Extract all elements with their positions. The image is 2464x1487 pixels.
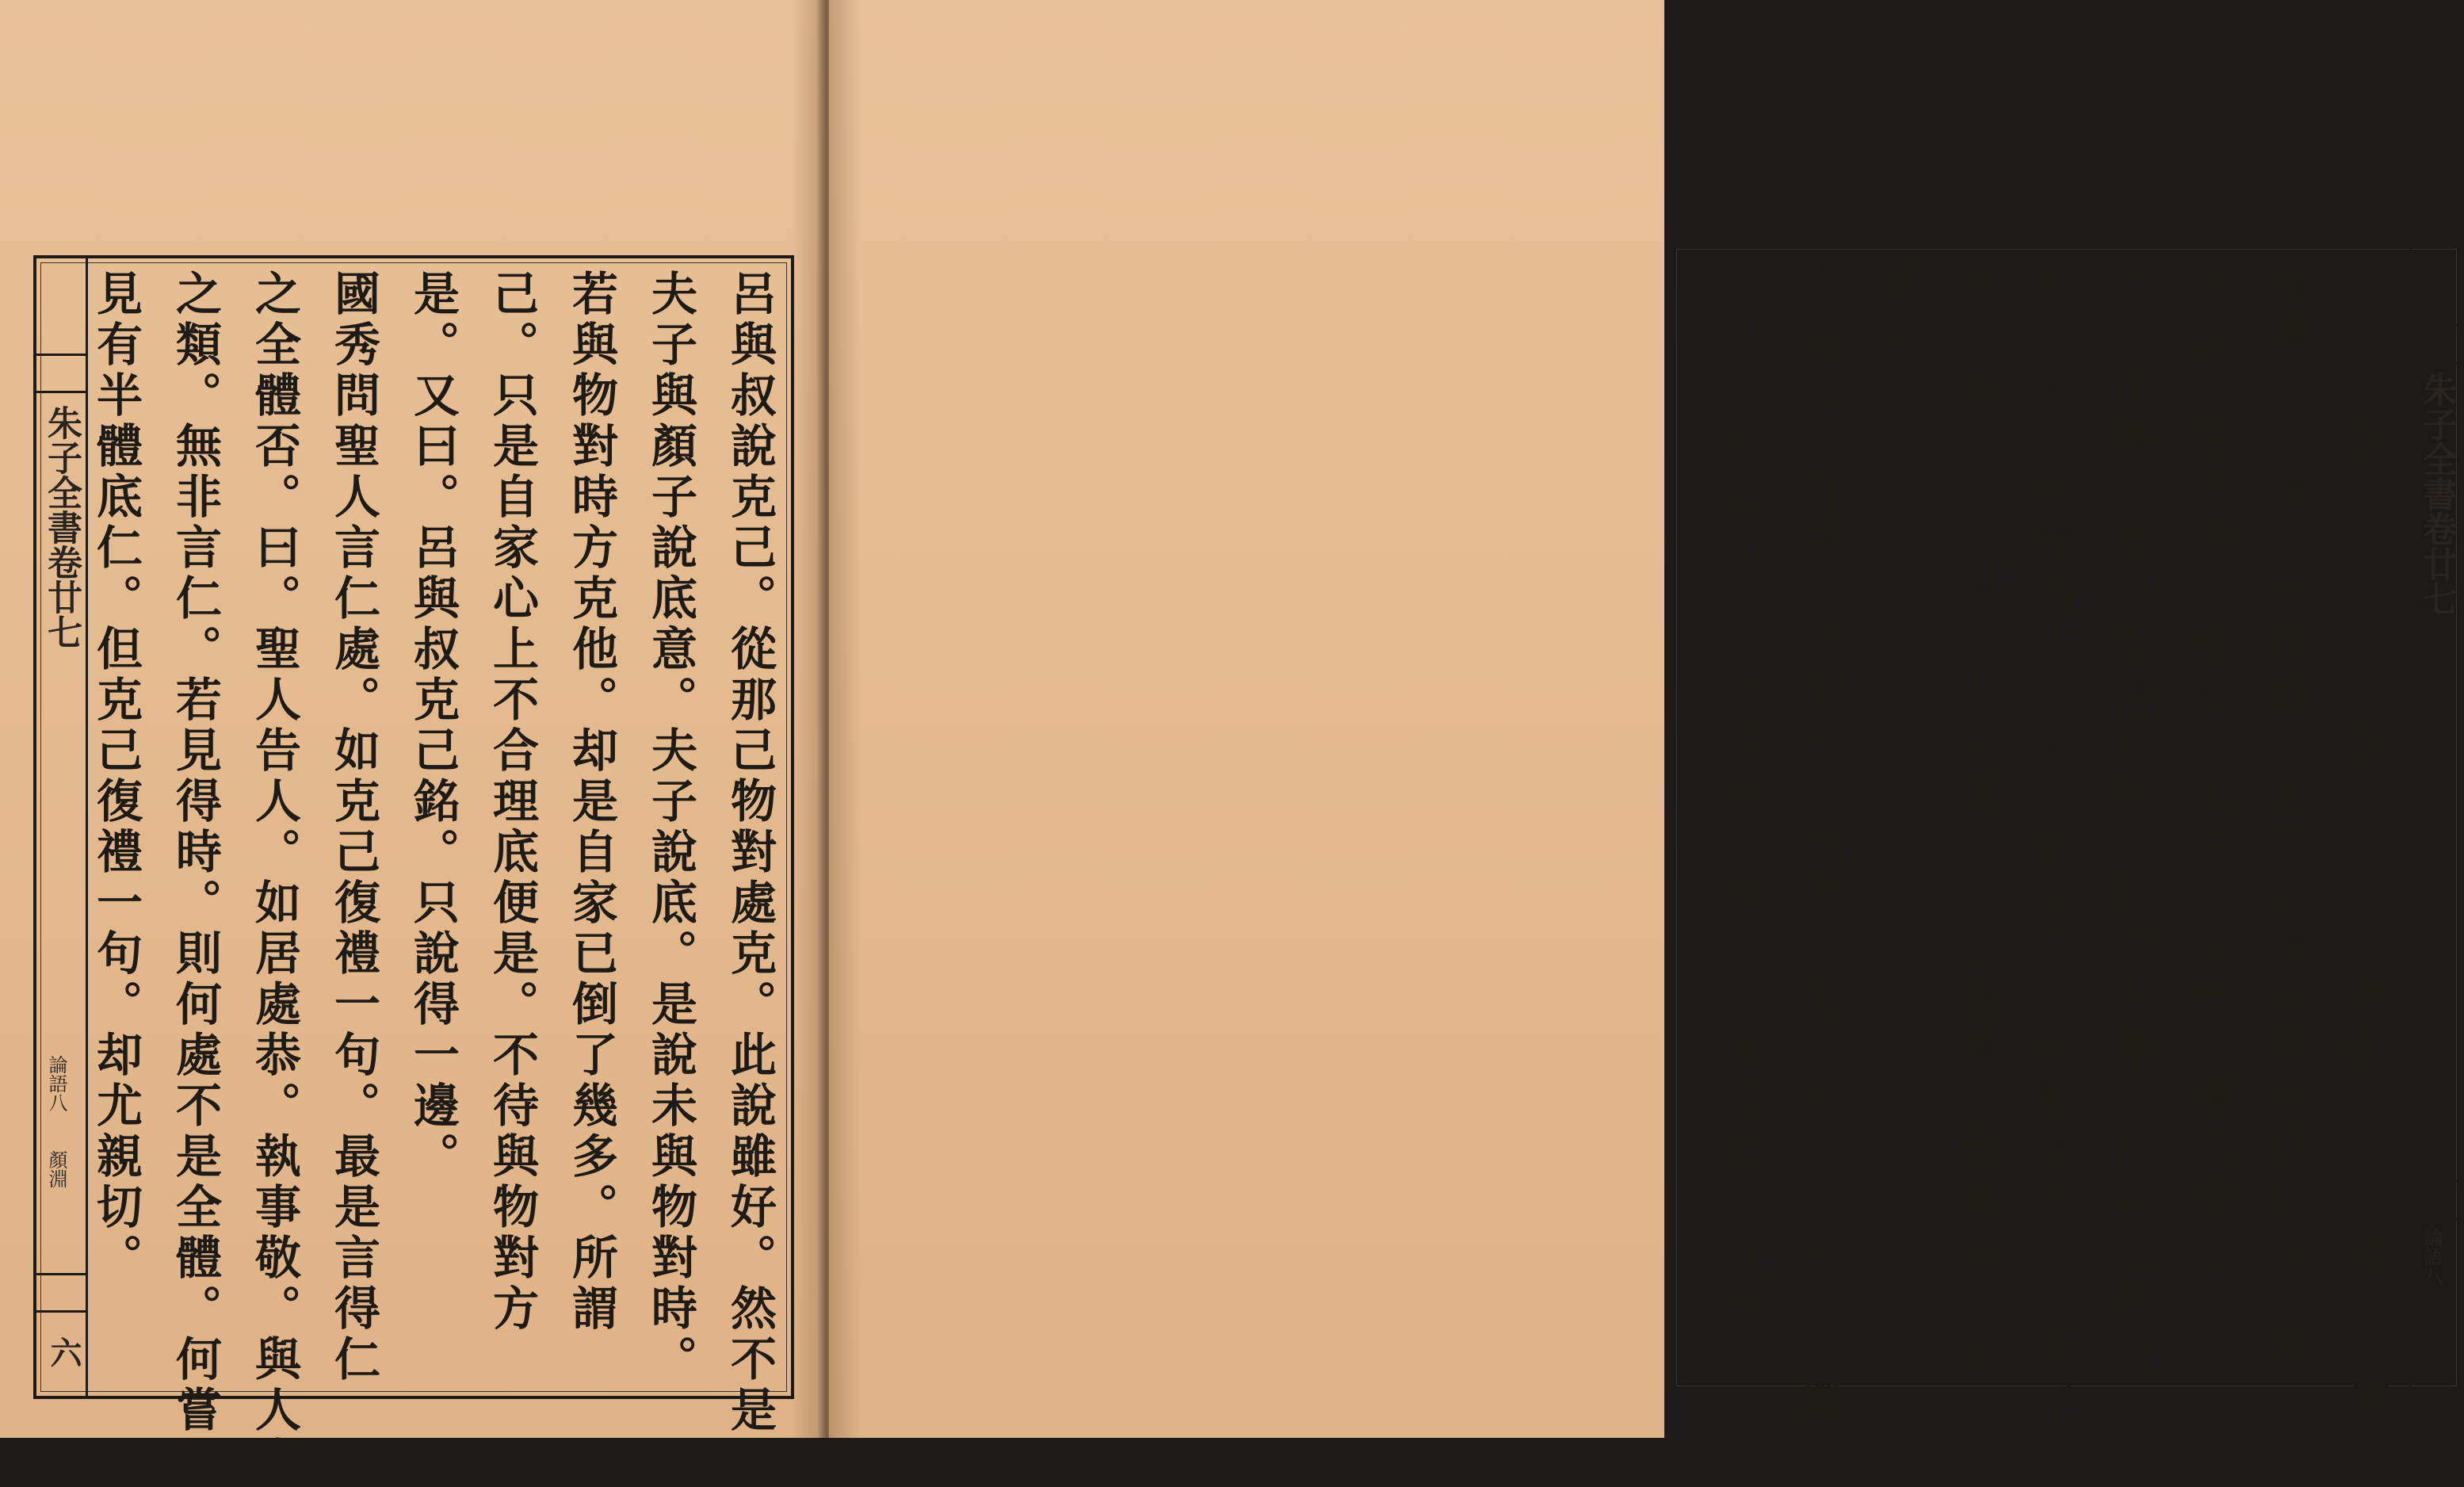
text-column: 因論克己復禮。洽歎曰。為學之艱。未有如私欲之難 [1792,264,1846,1431]
left-page [0,0,823,1487]
fishtail-lower [36,1273,86,1313]
banxin-page-number: 六 [45,1336,82,1368]
banxin-title: 朱子全書卷廿七 [41,405,82,649]
left-page-frame [33,255,794,1487]
banxin-section: 論語八 [2420,1228,2443,1285]
text-column: 恕。是且涵養將去。是非猶未定。涵養得到。一步又 [2025,264,2079,1431]
banxin-chapter: 顏淵 [45,1150,67,1188]
text-column: 下面四箇勿字。便是克與復工夫皆以禮為準也。 [2180,264,2234,1329]
fishtail-lower [2412,1180,2461,1220]
text-column: 夫子與顏子說底意。夫子說底。是說未與物對時。 [644,269,697,1386]
text-column: 克己復禮。便是捉得病根。對證下藥。仲弓主敬行 [2103,264,2156,1380]
text-column: 之全體否。曰。聖人告人。如居處恭。執事敬。與人忠 [247,269,301,1487]
fishtail-upper [2412,324,2461,364]
fishtail-upper [36,354,86,393]
banxin-title: 朱子全書卷廿七 [2416,372,2457,616]
text-column: 君臣。為父子。父子為君臣。一齊亂了。吾儒克己便 [2336,264,2390,1431]
text-column: 之類。無非言仁。若見得時。則何處不是全體。何嘗 [168,269,222,1436]
right-page-frame [1669,242,2464,1431]
text-column: 國秀問聖人言仁處。如克己復禮一句。最是言得仁 [327,269,380,1386]
right-page [829,0,2457,1438]
banxin-section: 論語八 [45,1055,67,1112]
text-column: 是。又曰。呂與叔克己銘。只說得一邊。 [406,269,460,1183]
text-column: 克也。先生曰。有奈他不何時。有與他做一片時。 [1714,264,1768,1380]
text-column: 呂與叔說克己。從那己物對處克。此說雖好。然不是 [723,269,777,1436]
left-banxin [36,258,88,1396]
text-column: 若與物對時方克他。却是自家已倒了幾多。所謂 [564,269,618,1335]
text-column: 復禮。見得工夫精細。聖人說得來本末精粗具。舉 [2258,264,2312,1380]
right-banxin [2409,245,2461,1390]
text-column: 進一步。方添得許多見識。克己復禮。便剛決克除 [1947,264,2001,1380]
text-column: 見有半體底仁。但克己復禮一句。却尤親切。 [89,269,143,1284]
text-column: 將去。 [1870,264,1923,416]
text-column: 己。只是自家心上不合理底便是。不待與物對方 [485,269,539,1335]
